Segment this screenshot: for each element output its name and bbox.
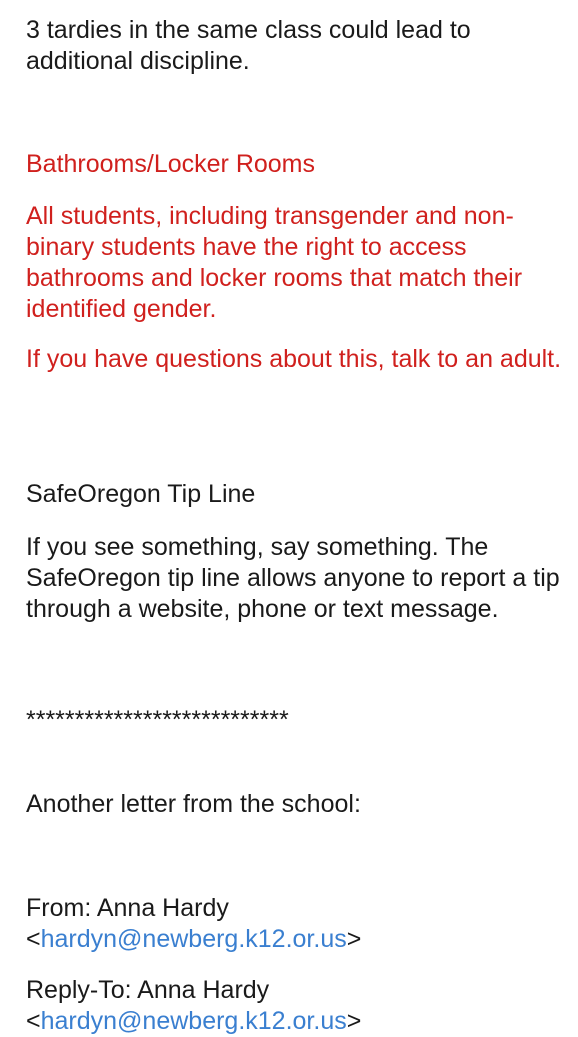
angle-close: > bbox=[346, 1007, 362, 1035]
from-header bbox=[26, 893, 566, 955]
safeoregon-paragraph: If you see something, say something. The SafeOregon tip line allows anyone to report a tip through a website, phone or text message. bbox=[26, 533, 560, 623]
angle-close: > bbox=[346, 925, 362, 953]
safeoregon-heading: SafeOregon Tip Line bbox=[26, 480, 256, 508]
from-label: From: Anna Hardy bbox=[26, 894, 229, 922]
reply-to-email-link[interactable]: hardyn@newberg.k12.or.us bbox=[40, 1007, 347, 1035]
angle-open: < bbox=[26, 1007, 41, 1035]
bathroom-questions-paragraph: If you have questions about this, talk to an adult. bbox=[26, 345, 562, 373]
bathroom-heading: Bathrooms/Locker Rooms bbox=[26, 150, 316, 178]
separator-asterisks: *************************** bbox=[26, 706, 289, 734]
tardies-paragraph: 3 tardies in the same class could lead to additional discipline. bbox=[26, 16, 471, 75]
from-email-link[interactable]: hardyn@newberg.k12.or.us bbox=[40, 925, 347, 953]
another-letter-text: Another letter from the school: bbox=[26, 790, 361, 818]
reply-to-label: Reply-To: Anna Hardy bbox=[26, 976, 270, 1004]
from-email-line bbox=[26, 924, 566, 955]
reply-to-header bbox=[26, 975, 566, 1037]
bathroom-paragraph: All students, including transgender and non-binary students have the right to access bathrooms and locker rooms that match their identified gender. bbox=[26, 202, 523, 323]
angle-open: < bbox=[26, 925, 41, 953]
reply-to-email-line bbox=[26, 1006, 566, 1037]
